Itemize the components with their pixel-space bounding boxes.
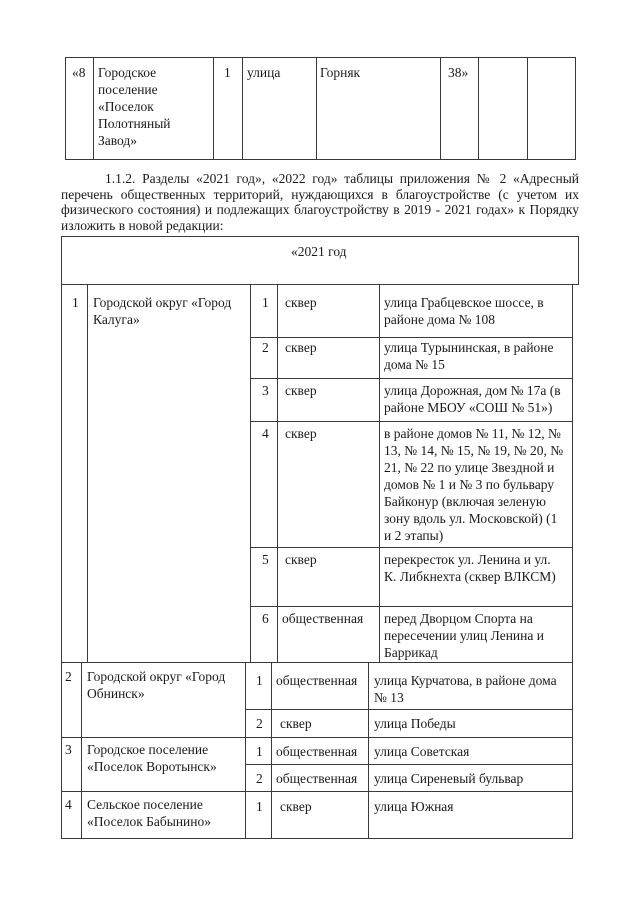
group-1-row-5-address: перекресток ул. Ленина и ул. К. Либкнехта (сквер ВЛКСМ) <box>384 552 556 584</box>
group-2-row-2-address: улица Победы <box>374 716 456 731</box>
group-3-row-1-type: общественная <box>276 744 358 759</box>
group-3-number: 3 <box>65 742 72 757</box>
group-1-row-4-type: сквер <box>285 426 317 441</box>
group-1-row-4-index: 4 <box>262 426 269 441</box>
group-1-number: 1 <box>72 295 79 310</box>
group-2-number: 2 <box>65 669 72 684</box>
group-2-row-1-address: улица Курчатова, в районе дома № 13 <box>374 673 557 705</box>
group-1-row-2-type: сквер <box>285 340 317 355</box>
top-row-extra: 38» <box>448 65 469 80</box>
group-4-municipality: Сельское поселение «Поселок Бабынино» <box>87 797 212 829</box>
group-4-number: 4 <box>65 797 72 812</box>
top-row-name: Горняк <box>320 65 361 80</box>
group-2-row-1-index: 1 <box>256 673 263 688</box>
group-3-row-2-type: общественная <box>276 771 358 786</box>
group-3-municipality: Городское поселение «Поселок Воротынск» <box>87 742 217 774</box>
group-1-row-2-index: 2 <box>262 340 269 355</box>
top-row-number: «8 <box>72 65 86 80</box>
amendment-paragraph-text: 1.1.2. Разделы «2021 год», «2022 год» таблицы приложения № 2 «Адресный перечень общественных территорий, нуждающихся в благоустройстве (с учетом их физического состояния) и подлежащих благоустройству в 2019 - 2021 годах» к Порядку изложить в новой редакции: <box>61 171 579 233</box>
group-1-row-3-address: улица Дорожная, дом № 17а (в районе МБОУ «СОШ № 51») <box>384 383 561 415</box>
group-3-row-1-address: улица Советская <box>374 744 470 759</box>
group-3-row-1-index: 1 <box>256 744 263 759</box>
group-4-row-1-type: сквер <box>280 799 312 814</box>
group-1-row-6-index: 6 <box>262 611 269 626</box>
top-row-type: улица <box>247 65 281 80</box>
group-1-row-3-index: 3 <box>262 383 269 398</box>
group-1-municipality: Городской округ «Город Калуга» <box>93 295 232 327</box>
top-row-municipality: Городское поселение «Поселок Полотняный Завод» <box>98 65 171 148</box>
table-header-year: «2021 год <box>291 244 347 259</box>
group-4-row-1-index: 1 <box>256 799 263 814</box>
group-1-row-5-index: 5 <box>262 552 269 567</box>
amendment-paragraph <box>61 171 579 233</box>
group-2-row-2-index: 2 <box>256 716 263 731</box>
group-3-row-2-address: улица Сиреневый бульвар <box>374 771 524 786</box>
group-1-row-3-type: сквер <box>285 383 317 398</box>
top-row-index: 1 <box>224 65 231 80</box>
group-2-row-1-type: общественная <box>276 673 358 688</box>
group-4-row-1-address: улица Южная <box>374 799 454 814</box>
group-1-row-6-address: перед Дворцом Спорта на пересечении улиц Ленина и Баррикад <box>384 611 544 660</box>
group-2-municipality: Городской округ «Город Обнинск» <box>87 669 226 701</box>
group-1-row-1-type: сквер <box>285 295 317 310</box>
group-1-row-1-index: 1 <box>262 295 269 310</box>
group-1-row-4-address: в районе домов № 11, № 12, № 13, № 14, № 15, № 19, № 20, № 21, № 22 по улице Звездной и домов № 1 и № 3 по бульвару Байконур (включая зеленую зону вдоль ул. Московской) (1 и 2 этапы) <box>384 426 564 543</box>
group-1-row-1-address: улица Грабцевское шоссе, в районе дома № 108 <box>384 295 544 327</box>
group-1-row-5-type: сквер <box>285 552 317 567</box>
group-3-row-2-index: 2 <box>256 771 263 786</box>
group-2-row-2-type: сквер <box>280 716 312 731</box>
group-1-row-2-address: улица Турынинская, в районе дома № 15 <box>384 340 554 372</box>
group-1-row-6-type: общественная <box>282 611 364 626</box>
